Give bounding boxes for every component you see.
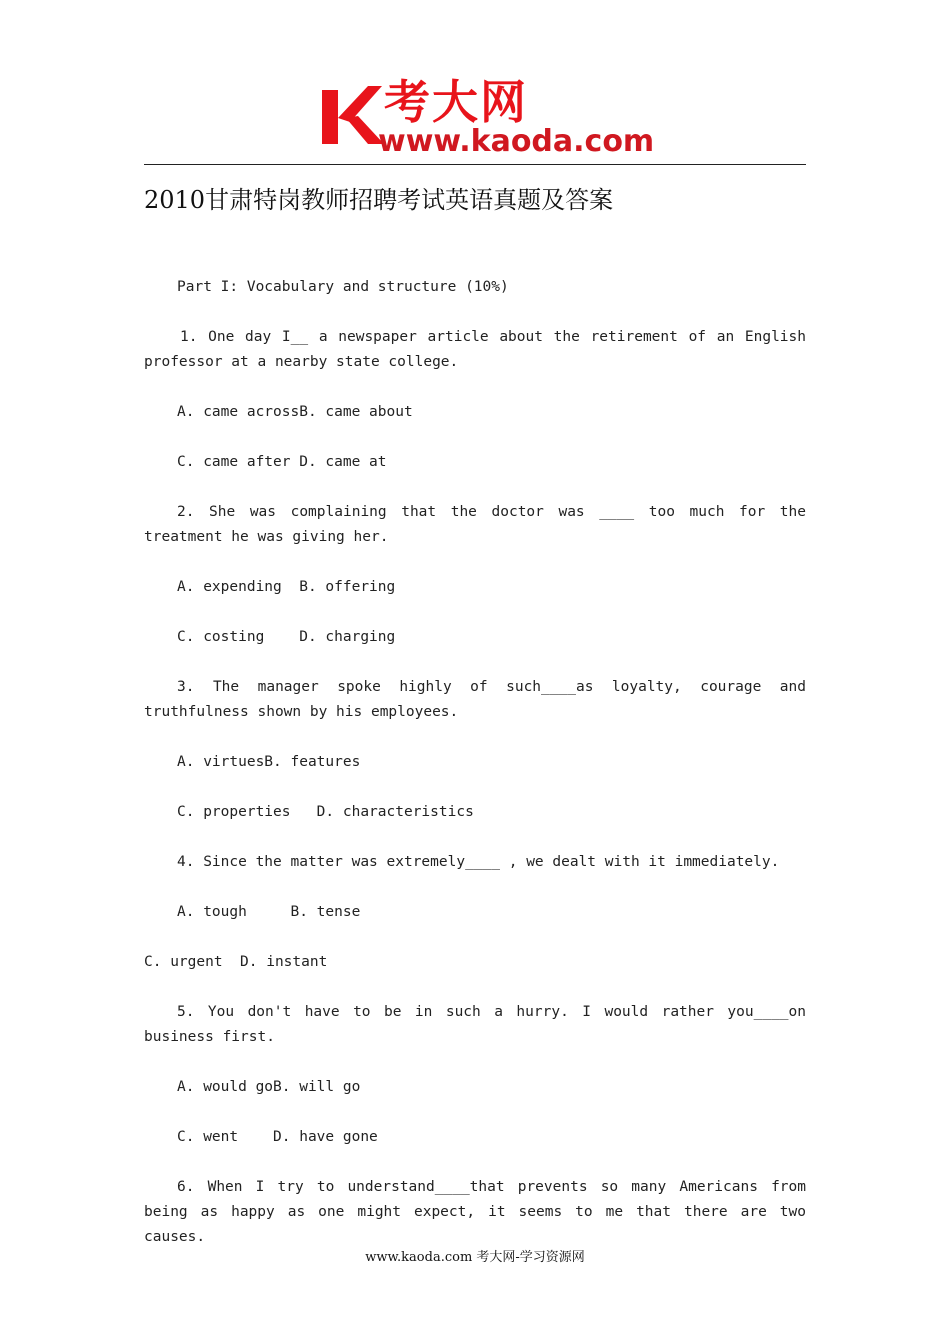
question-5-options-ab: A. would goB. will go (177, 1079, 361, 1095)
question-stem-3: 3. The manager spoke highly of such____as loyalty, courage and truthfulness shown by his employees. (144, 679, 806, 720)
question-stem-2: 2. She was complaining that the doctor was ____ too much for the treatment he was giving her. (144, 504, 806, 545)
question-stem-5: 5. You don't have to be in such a hurry. I would rather you____on business first. (144, 1004, 806, 1045)
part-heading: Part I: Vocabulary and structure (10%) (177, 279, 509, 295)
question-4-options-cd: C. urgent D. instant (144, 954, 328, 970)
question-stem-4: 4. Since the matter was extremely____ , we dealt with it immediately. (177, 854, 780, 870)
question-1-options-ab: A. came acrossB. came about (177, 404, 413, 420)
k-logo-icon (320, 82, 386, 148)
question-2-options-ab: A. expending B. offering (177, 579, 396, 595)
question-1-options-cd: C. came after D. came at (177, 454, 387, 470)
page-footer: www.kaoda.com 考大网-学习资源网 (365, 1250, 585, 1265)
question-5-options-cd: C. went D. have gone (177, 1129, 378, 1145)
logo-brand-chinese: 考大网 (384, 75, 528, 129)
header-divider (144, 164, 806, 165)
kaoda-logo[interactable] (320, 75, 655, 160)
question-3-options-ab: A. virtuesB. features (177, 754, 361, 770)
question-2-options-cd: C. costing D. charging (177, 629, 396, 645)
logo-brand-url: www.kaoda.com (378, 124, 655, 159)
question-4-options-ab: A. tough B. tense (177, 904, 361, 920)
page-title: 2010甘肃特岗教师招聘考试英语真题及答案 (144, 186, 614, 214)
question-3-options-cd: C. properties D. characteristics (177, 804, 474, 820)
question-stem-6: 6. When I try to understand____that prevents so many Americans from being as happy as one might expect, it seems to me that there are two causes. (144, 1179, 806, 1245)
document-body (144, 275, 806, 1275)
question-stem-1: 1. One day I__ a newspaper article about the retirement of an English professor at a nearby state college. (144, 329, 806, 370)
